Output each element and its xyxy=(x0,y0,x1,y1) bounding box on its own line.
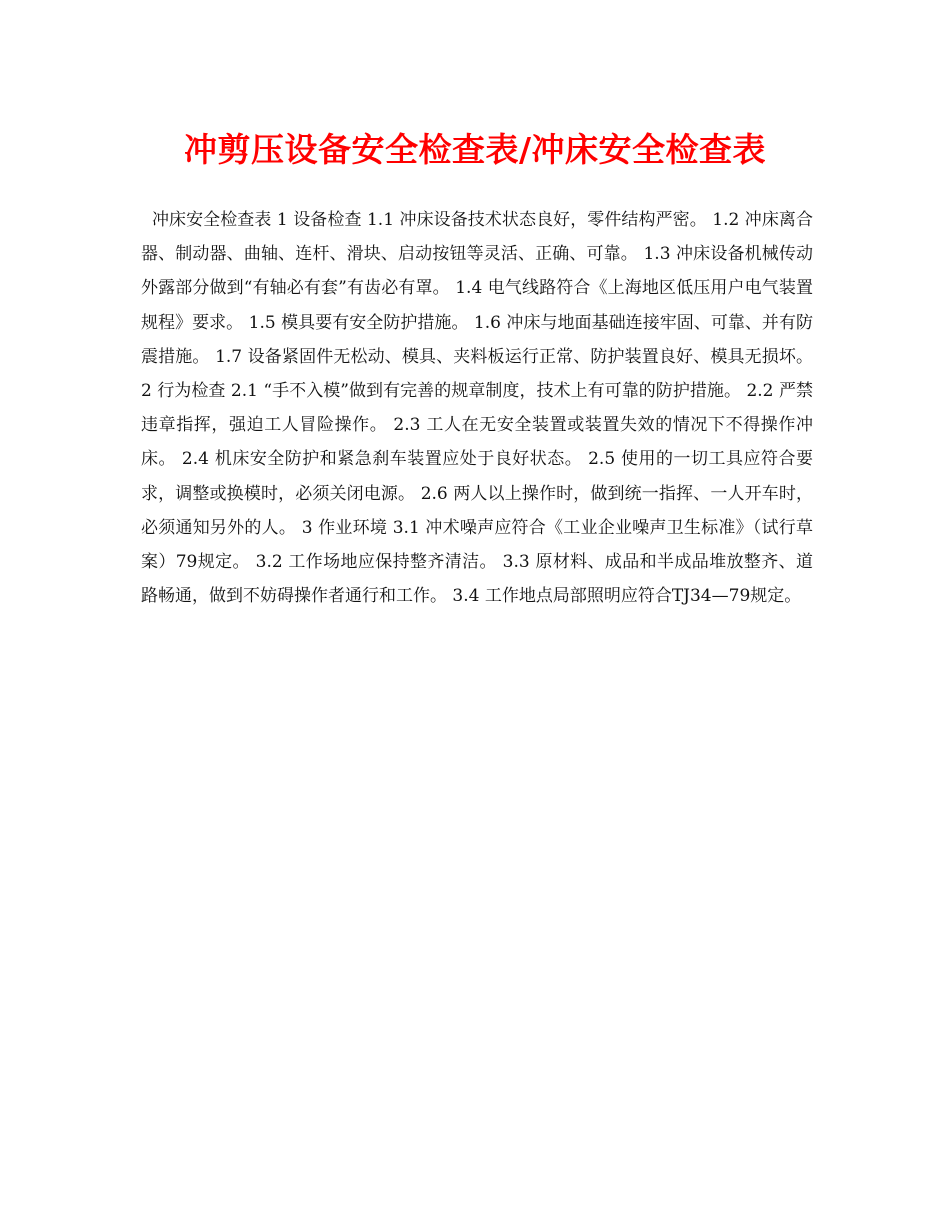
document-body-paragraph: 冲床安全检查表 1 设备检查 1.1 冲床设备技术状态良好，零件结构严密。 1.2 冲床离合器、制动器、曲轴、连杆、滑块、启动按钮等灵活、正确、可靠。 1.3 冲床设备机械传动外露部分做到“有轴必有套”有齿必有罩。 1.4 电气线路符合《上海地区低压用户电气装置规程》要求。 1.5 模具要有安全防护措施。 1.6 冲床与地面基础连接牢固、可靠、并有防震措施。 1.7 设备紧固件无松动、模具、夹料板运行正常、防护装置良好、模具无损坏。 2 行为检查 2.1 “手不入模”做到有完善的规章制度，技术上有可靠的防护措施。 2.2 严禁违章指挥，强迫工人冒险操作。 2.3 工人在无安全装置或装置失效的情况下不得操作冲床。 2.4 机床安全防护和紧急刹车装置应处于良好状态。 2.5 使用的一切工具应符合要求，调整或换模时，必须关闭电源。 2.6 两人以上操作时，做到统一指挥、一人开车时，必须通知另外的人。 3 作业环境 3.1 冲术噪声应符合《工业企业噪声卫生标准》（试行草案）79规定。 3.2 工作场地应保持整齐清洁。 3.3 原材料、成品和半成品堆放整齐、道路畅通，做到不妨碍操作者通行和工作。 3.4 工作地点局部照明应符合TJ34—79规定。 xyxy=(141,210,819,607)
document-title: 冲剪压设备安全检查表/冲床安全检查表 xyxy=(183,130,767,169)
